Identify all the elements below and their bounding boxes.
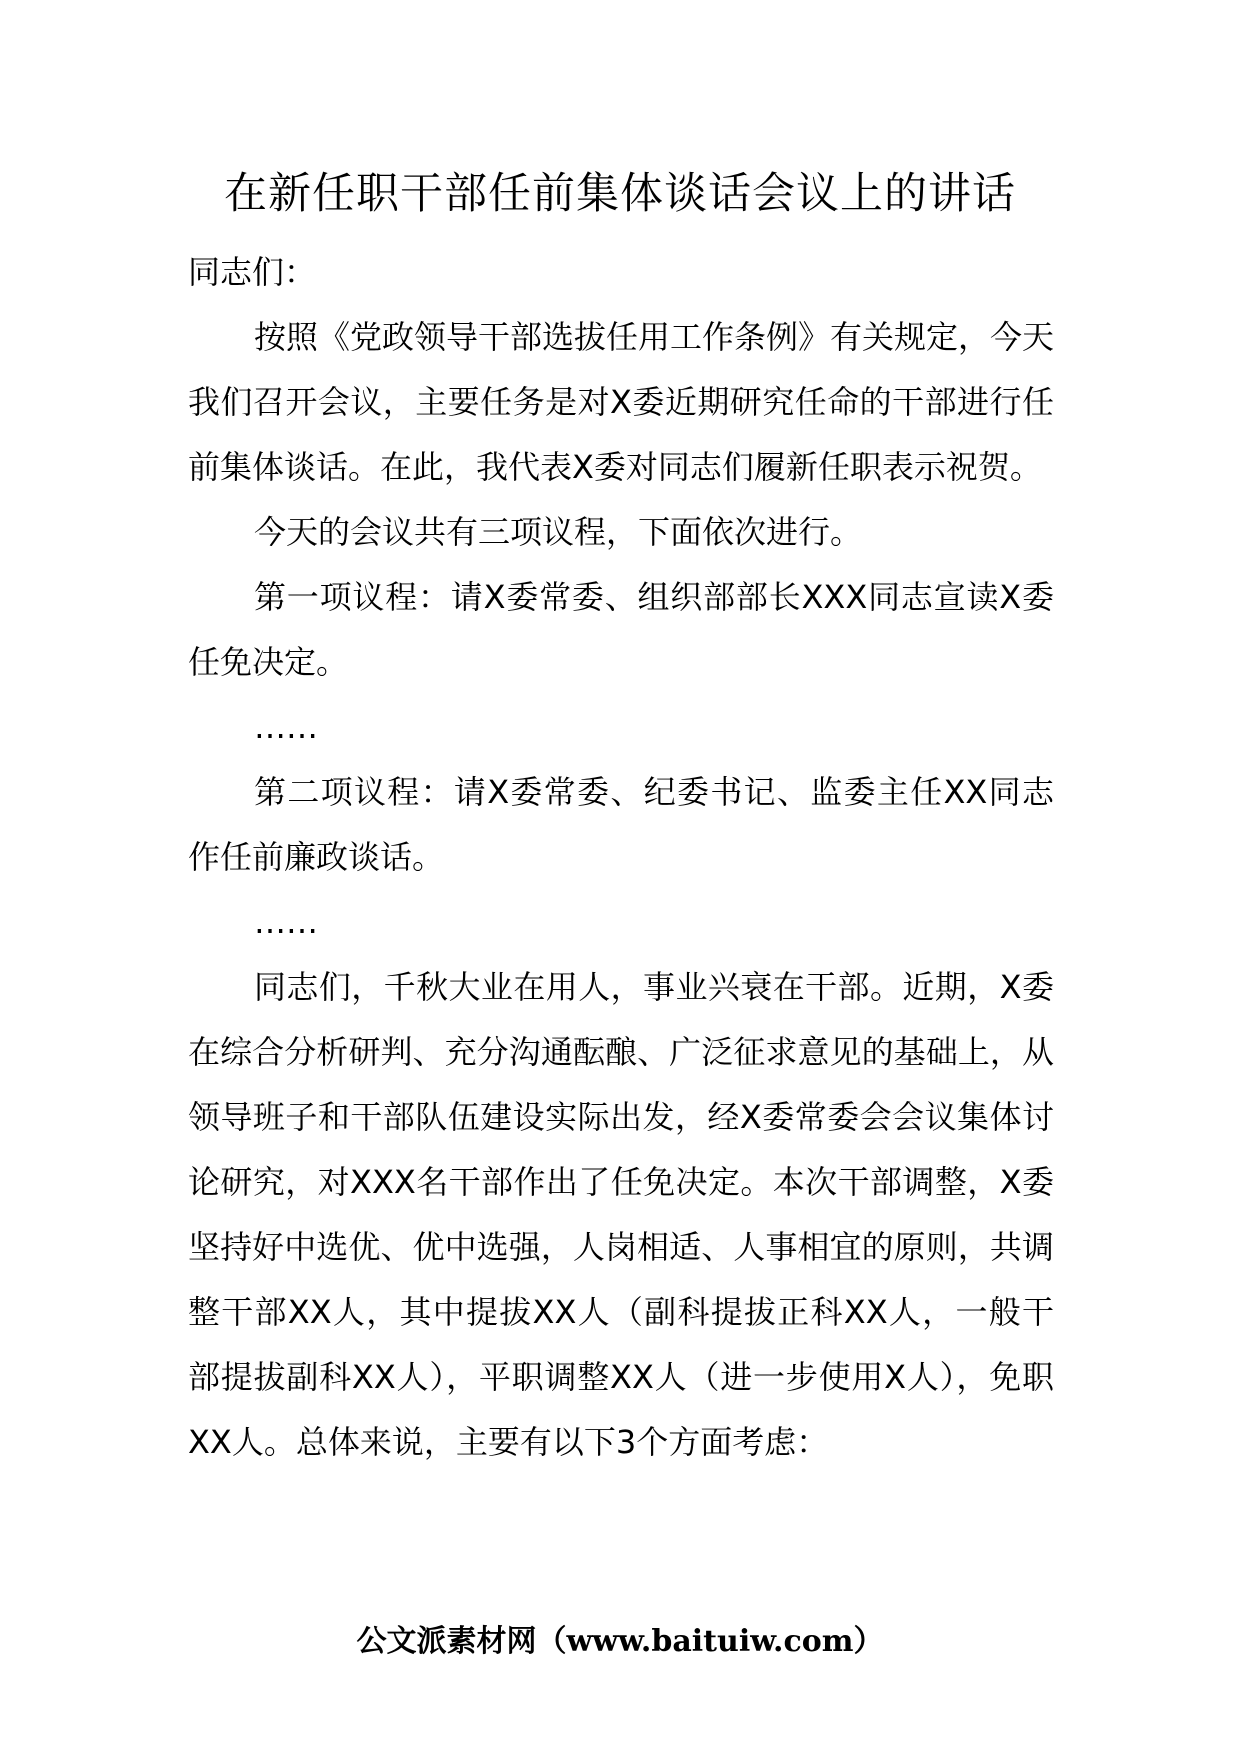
paragraph-intro: 按照《党政领导干部选拔任用工作条例》有关规定，今天我们召开会议，主要任务是对X委近期研究任命的干部进行任前集体谈话。在此，我代表X委对同志们履新任职表示祝贺。 bbox=[188, 318, 1055, 486]
salutation: 同志们： bbox=[188, 253, 317, 291]
paragraph-agenda-item-1: 第一项议程：请X委常委、组织部部长XXX同志宣读X委任免决定。 bbox=[188, 578, 1054, 681]
paragraph-ellipsis-1: …… bbox=[254, 708, 318, 746]
footer-watermark: 公文派素材网（www.baituiw.com） bbox=[356, 1624, 884, 1659]
paragraph-main: 同志们，千秋大业在用人，事业兴衰在干部。近期，X委在综合分析研判、充分沟通酝酿、广泛征求意见的基础上，从领导班子和干部队伍建设实际出发，经X委常委会会议集体讨论研究，对XXX名干部作出了任免决定。本次干部调整，X委坚持好中选优、优中选强，人岗相适、人事相宜的原则，共调整干部XX人，其中提拔XX人（副科提拔正科XX人，一般干部提拔副科XX人），平职调整XX人（进一步使用X人），免职XX人。总体来说，主要有以下3个方面考虑： bbox=[188, 968, 1054, 1461]
document-body bbox=[188, 240, 1054, 1475]
paragraph-agenda: 今天的会议共有三项议程，下面依次进行。 bbox=[254, 513, 863, 551]
paragraph-ellipsis-2: …… bbox=[254, 903, 318, 941]
paragraph-agenda-item-2: 第二项议程：请X委常委、纪委书记、监委主任XX同志作任前廉政谈话。 bbox=[188, 773, 1054, 876]
document-title: 在新任职干部任前集体谈话会议上的讲话 bbox=[224, 169, 1016, 219]
